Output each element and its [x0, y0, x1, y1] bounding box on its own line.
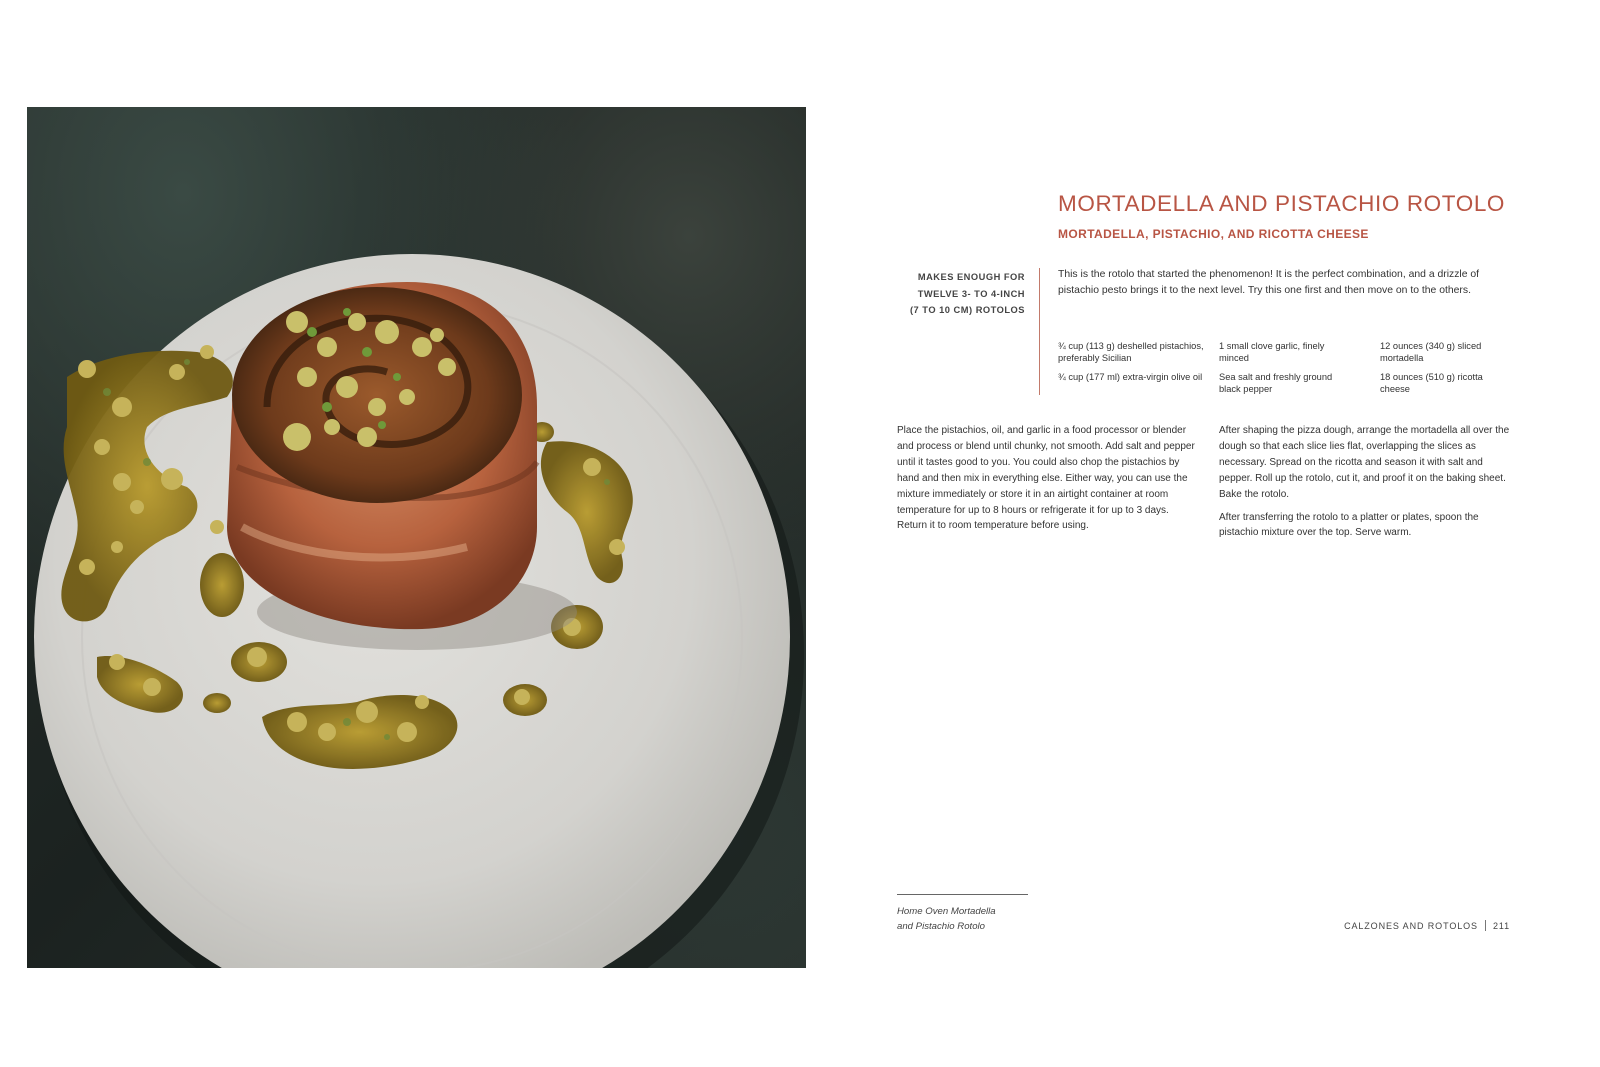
method-step: After transferring the rotolo to a platter or plates, spoon the pistachio mixture over the top. Serve warm. [1219, 511, 1479, 539]
method-column-right [1219, 423, 1514, 548]
footer-section: CALZONES AND ROTOLOS [1344, 921, 1478, 931]
yield-divider [1039, 268, 1040, 395]
plated-rotolo-illustration [27, 107, 806, 968]
ingredient-item: ¾ cup (177 ml) extra-virgin olive oil [1058, 372, 1203, 382]
page-number: 211 [1492, 921, 1510, 931]
caption-rule [897, 894, 1028, 895]
method-step: Place the pistachios, oil, and garlic in a food processor or blender and process or blend until chunky, not smooth. Add salt and pepper until it tastes good to you. You could also chop the pistachios by hand and then mix in everything else. Either way, you can use the mixture immediately or store it in an airtight container at room temperature for up to 8 hours or refrigerate it for up to 3 days. Return it to room temperature before using. [897, 425, 1195, 532]
recipe-photo [27, 107, 806, 968]
method-step: After shaping the pizza dough, arrange the mortadella all over the dough so that each slice lies flat, overlapping the slices as necessary. Spread on the ricotta and season it with salt and pepper. Roll up the rotolo, cut it, and proof it on the baking sheet. Bake the rotolo. [1219, 425, 1510, 500]
footer-separator [1485, 920, 1486, 931]
ingredient-item: ¾ cup (113 g) deshelled pistachios, preferably Sicilian [1058, 341, 1204, 363]
yield-line: MAKES ENOUGH FOR [917, 272, 1025, 282]
ingredient-item: 18 ounces (510 g) ricotta cheese [1380, 372, 1483, 394]
yield-line: TWELVE 3- TO 4-INCH [917, 288, 1025, 299]
caption-line: and Pistachio Rotolo [897, 920, 985, 932]
caption-line: Home Oven Mortadella [897, 906, 996, 917]
recipe-subtitle: MORTADELLA, PISTACHIO, AND RICOTTA CHEESE [1058, 227, 1369, 241]
yield-line: (7 TO 10 CM) ROTOLOS [909, 305, 1025, 315]
method-column-left [897, 423, 1197, 541]
recipe-title: MORTADELLA AND PISTACHIO ROTOLO [1058, 191, 1506, 216]
ingredient-item: Sea salt and freshly ground black pepper [1219, 372, 1333, 394]
recipe-intro: This is the rotolo that started the phenomenon! It is the perfect combination, and a drizzle of pistachio pesto brings it to the next level. Try this one first and then move on to the others. [1058, 269, 1480, 297]
recipe-yield [880, 269, 1025, 319]
ingredient-item: 12 ounces (340 g) sliced mortadella [1380, 341, 1482, 363]
ingredient-item: 1 small clove garlic, finely minced [1219, 341, 1325, 363]
page-footer [1300, 920, 1510, 931]
photo-caption [897, 905, 1057, 934]
